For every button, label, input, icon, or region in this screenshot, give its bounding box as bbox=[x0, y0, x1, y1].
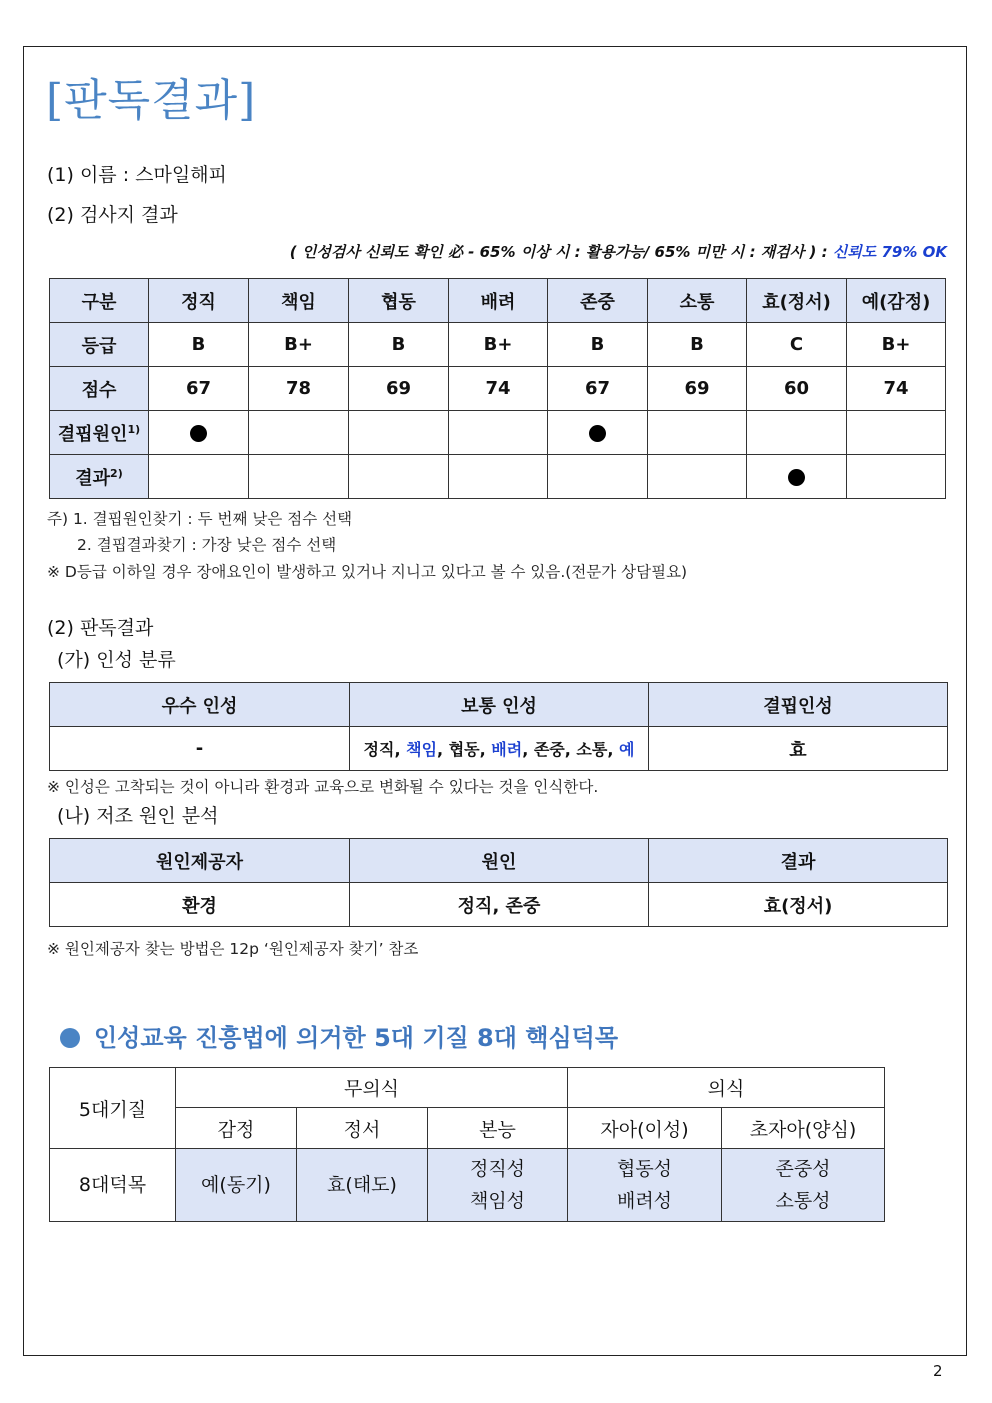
header-cell: 원인 bbox=[350, 839, 649, 883]
cause-result: 효(정서) bbox=[649, 883, 948, 927]
page-title: [판독결과] bbox=[46, 75, 257, 126]
deficit-cause-label: 결핍원인$^{1)}$ bbox=[50, 411, 149, 455]
header-cell: 책임 bbox=[249, 279, 349, 323]
cause-header bbox=[50, 839, 948, 883]
filled-circle-icon bbox=[190, 425, 207, 442]
cause-row bbox=[50, 883, 948, 927]
header-cell: 소통 bbox=[648, 279, 747, 323]
score-cell: 74 bbox=[847, 367, 946, 411]
score-cell: 67 bbox=[548, 367, 648, 411]
grade-cell: B+ bbox=[449, 323, 548, 367]
score-cell: 69 bbox=[648, 367, 747, 411]
virtue-cell: 존중성 소통성 bbox=[722, 1149, 885, 1222]
result-row bbox=[50, 455, 946, 499]
exam-result-line: (2) 검사지 결과 bbox=[47, 204, 178, 226]
grade-row bbox=[50, 323, 946, 367]
header-cell: 결과 bbox=[649, 839, 948, 883]
cause: 정직, 존중 bbox=[350, 883, 649, 927]
note-cause-provider: ※ 원인제공자 찾는 방법은 12p ‘원인제공자 찾기’ 참조 bbox=[47, 940, 419, 958]
header-cell: 원인제공자 bbox=[50, 839, 350, 883]
grade-cell: B bbox=[548, 323, 648, 367]
cause-provider: 환경 bbox=[50, 883, 350, 927]
grade-cell: C bbox=[747, 323, 847, 367]
normal-traits: 정직, 책임, 협동, 배려, 존중, 소통, 예 bbox=[350, 727, 649, 771]
header-cell: 보통 인성 bbox=[350, 683, 649, 727]
deficit-cause-cell bbox=[747, 411, 847, 455]
cause-table bbox=[49, 838, 948, 927]
subsection-classification: (가) 인성 분류 bbox=[57, 649, 176, 671]
bullet-icon bbox=[60, 1028, 80, 1048]
deficit-cause-cell bbox=[349, 411, 449, 455]
deficient-traits: 효 bbox=[649, 727, 948, 771]
deficit-cause-cell bbox=[847, 411, 946, 455]
result-label: 결과$^{2)}$ bbox=[50, 455, 149, 499]
deficit-cause-cell bbox=[249, 411, 349, 455]
virtues-row bbox=[50, 1149, 885, 1222]
score-cell: 69 bbox=[349, 367, 449, 411]
filled-circle-icon bbox=[788, 469, 805, 486]
header-cell: 예(감정) bbox=[847, 279, 946, 323]
subsection-cause-analysis: (나) 저조 원인 분석 bbox=[57, 805, 219, 827]
conscious-group: 의식 bbox=[568, 1068, 885, 1108]
header-cell: 효(정서) bbox=[747, 279, 847, 323]
virtue-cell: 협동성 배려성 bbox=[568, 1149, 722, 1222]
unconscious-group: 무의식 bbox=[176, 1068, 568, 1108]
score-cell: 60 bbox=[747, 367, 847, 411]
grade-label: 등급 bbox=[50, 323, 149, 367]
note-d-grade: ※ D등급 이하일 경우 장애요인이 발생하고 있거나 지니고 있다고 볼 수 있음.(전문가 상담필요) bbox=[47, 563, 688, 581]
note-deficit-result: 2. 결핍결과찾기 : 가장 낮은 점수 선택 bbox=[77, 536, 337, 554]
reliability-criteria: ( 인성검사 신뢰도 확인 必 - 65% 이상 시 : 활용가능/ 65% 미만 시 : 재검사 ) : bbox=[289, 243, 833, 261]
header-cell: 존중 bbox=[548, 279, 648, 323]
section-heading: 인성교육 진흥법에 의거한 5대 기질 8대 핵심덕목 bbox=[60, 1018, 618, 1053]
header-cell: 구분 bbox=[50, 279, 149, 323]
deficit-cause-row bbox=[50, 411, 946, 455]
header-cell: 정직 bbox=[149, 279, 249, 323]
interpretation-line: (2) 판독결과 bbox=[47, 617, 154, 639]
virtue-cell: 정직성 책임성 bbox=[428, 1149, 568, 1222]
score-cell: 74 bbox=[449, 367, 548, 411]
result-cell bbox=[847, 455, 946, 499]
score-cell: 67 bbox=[149, 367, 249, 411]
result-cell bbox=[548, 455, 648, 499]
header-cell: 배려 bbox=[449, 279, 548, 323]
note-classification: ※ 인성은 고착되는 것이 아니라 환경과 교육으로 변화될 수 있다는 것을 인식한다. bbox=[47, 778, 599, 796]
result-cell bbox=[449, 455, 548, 499]
grade-cell: B bbox=[648, 323, 747, 367]
reliability-result: 신뢰도 79% OK bbox=[832, 243, 947, 261]
filled-circle-icon bbox=[589, 425, 606, 442]
grade-cell: B bbox=[349, 323, 449, 367]
score-cell: 78 bbox=[249, 367, 349, 411]
name-line: (1) 이름 : 스마일해피 bbox=[47, 164, 227, 186]
virtue-group-row bbox=[50, 1068, 885, 1108]
deficit-cause-cell bbox=[149, 411, 249, 455]
result-cell bbox=[249, 455, 349, 499]
classification-row bbox=[50, 727, 948, 771]
trait-cell: 자아(이성) bbox=[568, 1108, 722, 1149]
classification-table bbox=[49, 682, 948, 771]
classification-header bbox=[50, 683, 948, 727]
deficit-cause-cell bbox=[449, 411, 548, 455]
virtue-table bbox=[49, 1067, 885, 1222]
trait-cell: 본능 bbox=[428, 1108, 568, 1149]
score-label: 점수 bbox=[50, 367, 149, 411]
page-number: 2 bbox=[933, 1362, 943, 1380]
reliability-note bbox=[290, 241, 947, 262]
virtue-cell: 효(태도) bbox=[297, 1149, 428, 1222]
traits-row bbox=[50, 1108, 885, 1149]
result-cell bbox=[149, 455, 249, 499]
grade-cell: B bbox=[149, 323, 249, 367]
excellent-traits: - bbox=[50, 727, 350, 771]
five-traits-label: 5대기질 bbox=[50, 1068, 176, 1149]
trait-cell: 정서 bbox=[297, 1108, 428, 1149]
score-table bbox=[49, 278, 946, 499]
header-cell: 결핍인성 bbox=[649, 683, 948, 727]
result-cell bbox=[747, 455, 847, 499]
result-cell bbox=[349, 455, 449, 499]
virtue-cell: 예(동기) bbox=[176, 1149, 297, 1222]
result-cell bbox=[648, 455, 747, 499]
header-cell: 우수 인성 bbox=[50, 683, 350, 727]
score-table-header bbox=[50, 279, 946, 323]
deficit-cause-cell bbox=[548, 411, 648, 455]
deficit-cause-cell bbox=[648, 411, 747, 455]
score-row bbox=[50, 367, 946, 411]
grade-cell: B+ bbox=[847, 323, 946, 367]
header-cell: 협동 bbox=[349, 279, 449, 323]
trait-cell: 초자아(양심) bbox=[722, 1108, 885, 1149]
grade-cell: B+ bbox=[249, 323, 349, 367]
trait-cell: 감정 bbox=[176, 1108, 297, 1149]
eight-virtues-label: 8대덕목 bbox=[50, 1149, 176, 1222]
note-deficit-cause: 주) 1. 결핍원인찾기 : 두 번째 낮은 점수 선택 bbox=[47, 510, 353, 528]
